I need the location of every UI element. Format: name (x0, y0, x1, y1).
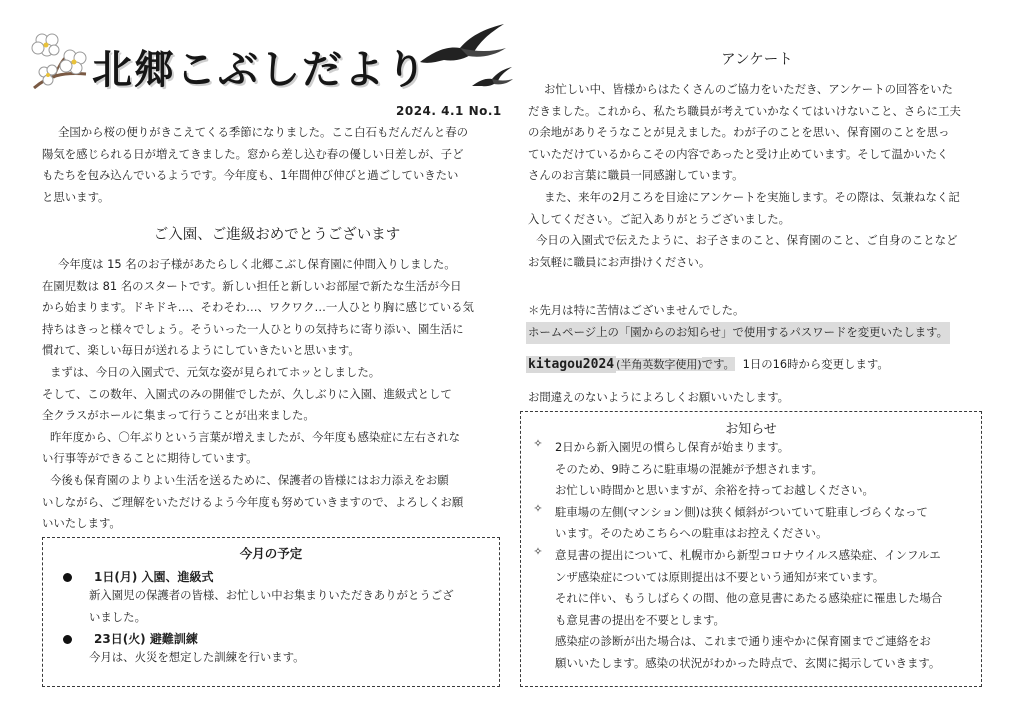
password-note: (半角英数字使用) (616, 358, 702, 371)
greeting-line: 慣れて、楽しい毎日が送れるようにしていきたいと思います。 (42, 343, 360, 358)
notice-line: ンザ感染症については原則提出は不要という通知が来ています。 (555, 569, 885, 584)
schedule-item-heading: 23日(火) 避難訓練 (94, 632, 198, 647)
notice-line: そのため、9時ころに駐車場の混雑が予想されます。 (555, 461, 823, 476)
schedule-box (42, 537, 500, 687)
diamond-bullet-icon: ✧ (533, 544, 543, 558)
swallow-icon (470, 66, 514, 94)
cherry-blossom-icon (24, 26, 96, 96)
survey-line: また、来年の2月ころを目途にアンケートを実施します。その際は、気兼ねなく記 (544, 189, 960, 204)
survey-line: さんのお言葉に職員一同感謝しています。 (528, 168, 744, 183)
newsletter-title: 北郷こぶしだより (92, 47, 428, 93)
intro-line: もたちを包み込んでいるようです。今年度も、1年間伸び伸びと過ごしていきたい (42, 168, 459, 183)
password-suffix: です。 (701, 357, 735, 371)
password-change-time: 1日の16時から変更します。 (742, 357, 889, 371)
schedule-item-line: いました。 (89, 609, 146, 624)
survey-line: の余地がありそうなことが見えました。わが子のことを思い、保育園のことを思っ (528, 125, 950, 140)
schedule-item-line: 新入園児の保護者の皆様、お忙しい中お集まりいただきありがとうござ (89, 588, 454, 602)
password-notice: ホームページ上の「園からのお知らせ」で使用するパスワードを変更いたします。 (526, 322, 950, 344)
greeting-heading: ご入園、ご進級おめでとうございます (153, 227, 401, 243)
notice-line: お忙しい時間かと思いますが、余裕を持ってお越しください。 (555, 483, 874, 498)
greeting-line: から始まります。ドキドキ…、そわそわ…、ワクワク…一人ひとり胸に感じている気 (42, 300, 474, 315)
notice-line: 願いいたします。感染の状況がわかった時点で、玄関に掲示していきます。 (555, 655, 941, 670)
greeting-line: 持ちはきっと様々でしょう。そういった一人ひとりの気持ちに寄り添い、園生活に (42, 321, 464, 336)
greeting-line: 在園児数は 81 名のスタートです。新しい担任と新しいお部屋で新たな生活が今日 (42, 278, 462, 293)
greeting-line: いいたします。 (42, 516, 121, 531)
schedule-item-heading: 1日(月) 入園、進級式 (94, 570, 214, 584)
intro-line: と思います。 (42, 189, 110, 204)
password-value: kitagou2024 (528, 357, 615, 372)
survey-line: 今日の入園式で伝えたように、お子さまのこと、保育園のこと、ご自身のことなど (536, 233, 958, 248)
schedule-item (63, 630, 499, 669)
greeting-line: 全クラスがホールに集まって行うことが出来ました。 (42, 408, 315, 423)
notice-line: も意見書の提出を不要とします。 (555, 612, 725, 627)
survey-line: ていただけているからこその内容であったと受け止めています。そして温かいたく (528, 146, 949, 161)
intro-paragraph (42, 122, 468, 208)
greeting-paragraph (42, 254, 474, 535)
greeting-line: 今年度は 15 名のお子様があたらしく北郷こぶし保育園に仲間入りしました。 (58, 257, 456, 271)
survey-closing: お間違えのないようによろしくお願いいたします。 (528, 390, 790, 404)
greeting-line: 今後も保育園のよりよい生活を送るために、保護者の皆様にはお力添えをお願 (50, 472, 449, 487)
intro-line: 全国から桜の便りがきこえてくる季節になりました。ここ白石もだんだんと春の (58, 125, 469, 139)
notice-item (531, 437, 981, 502)
survey-line: だきました。これから、私たち職員が考えていかなくてはいけないこと、さらに工夫 (528, 103, 961, 118)
schedule-item (63, 568, 499, 628)
schedule-item-line: 今月は、火災を想定した訓練を行います。 (89, 650, 305, 665)
greeting-line: そして、この数年、入園式のみの開催でしたが、久しぶりに入園、進級式として (42, 386, 452, 401)
notice-line: 2日から新入園児の慣らし保育が始まります。 (555, 440, 790, 454)
greeting-line: い行事等ができることに期待しています。 (42, 451, 258, 466)
complaint-note: ＊先月は特に苦情はございませんでした。 (528, 303, 745, 317)
greeting-line: 昨年度から、〇年ぶりという言葉が増えましたが、今年度も感染症に左右されな (50, 429, 461, 444)
intro-line: 陽気を感じられる日が増えてきました。窓から差し込む春の優しい日差しが、子ど (42, 146, 464, 161)
greeting-line: いしながら、ご理解をいただけるよう今年度も努めていきますので、よろしくお願 (42, 494, 464, 509)
survey-line: お気軽に職員にお声掛けください。 (528, 254, 711, 269)
schedule-title: 今月の予定 (239, 546, 303, 561)
swallow-icon (416, 22, 508, 72)
survey-line: 入してください。ご記入ありがとうございました。 (528, 211, 790, 226)
survey-paragraph (528, 79, 961, 273)
notice-line: 感染症の診断が出た場合は、これまで通り速やかに保育園までご連絡をお (555, 634, 931, 649)
notice-box (520, 411, 982, 687)
diamond-bullet-icon: ✧ (533, 501, 543, 515)
survey-line: お忙しい中、皆様からはたくさんのご協力をいただき、アンケートの回答をいた (544, 82, 953, 96)
notice-title: お知らせ (725, 422, 777, 437)
notice-line: 駐車場の左側(マンション側)は狭く傾斜がついていて駐車しづらくなって (555, 504, 928, 519)
notice-item (531, 502, 981, 545)
issue-date: 2024. 4.1 No.1 (396, 104, 502, 118)
notice-line: それに伴い、もうしばらくの間、他の意見書にあたる感染症に罹患した場合 (555, 591, 943, 606)
bullet-dot-icon (63, 573, 72, 582)
diamond-bullet-icon: ✧ (533, 437, 543, 450)
bullet-dot-icon (63, 635, 72, 644)
notice-item (531, 545, 981, 675)
notice-line: 意見書の提出について、札幌市から新型コロナウイルス感染症、インフルエ (555, 547, 941, 562)
notice-line: います。そのためこちらへの駐車はお控えください。 (555, 526, 828, 541)
survey-heading: アンケート (721, 52, 793, 68)
greeting-line: まずは、今日の入園式で、元気な姿が見られてホッとしました。 (50, 364, 381, 379)
password-line (526, 356, 889, 372)
